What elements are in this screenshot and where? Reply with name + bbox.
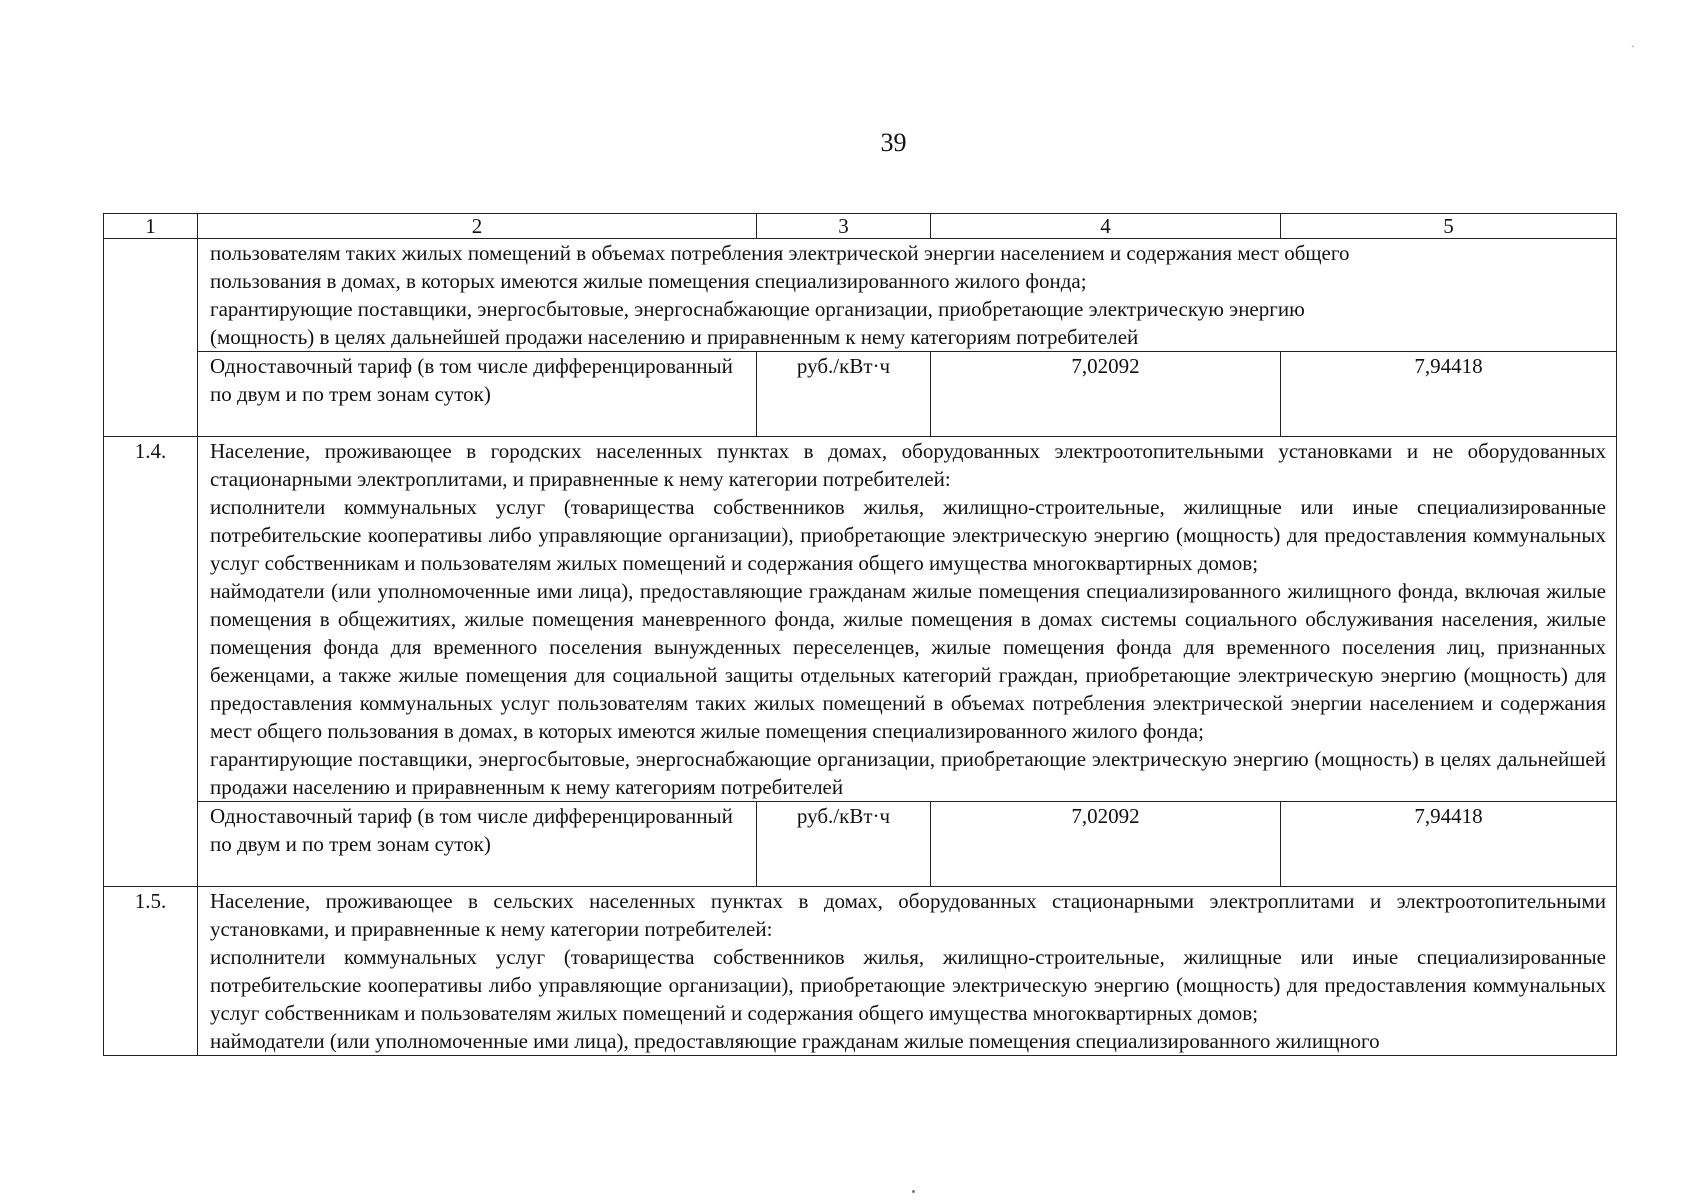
header-cell: 5 (1281, 214, 1617, 239)
tariff-row (104, 802, 1617, 887)
tariff-value-first-half: 7,02092 (931, 802, 1281, 887)
description-line: гарантирующие поставщики, энергосбытовые, энергоснабжающие организации, приобретающие электрическую энергию (210, 297, 1305, 321)
page-number: 39 (880, 128, 907, 157)
header-cell: 2 (198, 214, 757, 239)
tariff-value-second-half: 7,94418 (1281, 802, 1617, 887)
table-header-row (104, 214, 1617, 239)
category-description (198, 887, 1617, 1056)
description-paragraph: исполнители коммунальных услуг (товарищества собственников жилья, жилищно-строительные, жилищные или иные специализированные потребительские кооперативы либо управляющие организации), приобретающие электрическую энергию (мощность) для предоставления коммунальных услуг собственникам и пользователям жилых помещений и содержания общего имущества многоквартирных домов; (210, 495, 1606, 575)
tariff-value-first-half: 7,02092 (931, 352, 1281, 437)
description-line: пользователям таких жилых помещений в объемах потребления электрической энергии населением и содержания мест общего (210, 241, 1350, 265)
tariff-unit: руб./кВт·ч (757, 352, 931, 437)
description-paragraph: Население, проживающее в городских населенных пунктах в домах, оборудованных электроотопительными установками и не оборудованных стационарными электроплитами, и приравненные к нему категории потребителей: (210, 439, 1606, 491)
row-number: 1.4. (104, 437, 198, 887)
description-paragraph: наймодатели (или уполномоченные ими лица), предоставляющие гражданам жилые помещения специализированного жилищного фонда, включая жилые помещения в общежитиях, жилые помещения маневренного фонда, жилые помещения в домах системы социального обслуживания населения, жилые помещения фонда для временного поселения вынужденных переселенцев, жилые помещения фонда для временного поселения лиц, признанных беженцами, а также жилые помещения для социальной защиты отдельных категорий граждан, приобретающие электрическую энергию (мощность) для предоставления коммунальных услуг пользователям таких жилых помещений в объемах потребления электрической энергии населением и содержания мест общего пользования в домах, в которых имеются жилые помещения специализированного жилого фонда; (210, 579, 1606, 743)
description-line: (мощность) в целях дальнейшей продажи населению и приравненным к нему категориям потребителей (210, 325, 1139, 349)
table-row (104, 887, 1617, 1056)
description-line: пользования в домах, в которых имеются жилые помещения специализированного жилого фонда; (210, 269, 1087, 293)
tariff-row (104, 352, 1617, 437)
header-cell: 3 (757, 214, 931, 239)
header-cell: 1 (104, 214, 198, 239)
description-paragraph: Население, проживающее в сельских населенных пунктах в домах, оборудованных стационарными электроплитами и электроотопительными установками, и приравненные к нему категории потребителей: (210, 889, 1606, 941)
header-cell: 4 (931, 214, 1281, 239)
row-number: 1.5. (104, 887, 198, 1056)
category-description (198, 239, 1617, 352)
tariff-label: Одноставочный тариф (в том числе дифференцированный по двум и по трем зонам суток) (198, 802, 757, 887)
tariff-label: Одноставочный тариф (в том числе дифференцированный по двум и по трем зонам суток) (198, 352, 757, 437)
description-paragraph: исполнители коммунальных услуг (товарищества собственников жилья, жилищно-строительные, жилищные или иные специализированные потребительские кооперативы либо управляющие организации), приобретающие электрическую энергию (мощность) для предоставления коммунальных услуг собственникам и пользователям жилых помещений и содержания общего имущества многоквартирных домов; (210, 945, 1606, 1025)
tariff-table (103, 213, 1617, 1056)
corner-mark: ˏ (1631, 34, 1635, 48)
table-row (104, 239, 1617, 352)
table-row (104, 437, 1617, 802)
description-paragraph: наймодатели (или уполномоченные ими лица), предоставляющие гражданам жилые помещения специализированного жилищного (210, 1029, 1380, 1053)
category-description (198, 437, 1617, 802)
row-number-cell (104, 239, 198, 437)
scan-speck (912, 1190, 915, 1193)
tariff-value-second-half: 7,94418 (1281, 352, 1617, 437)
description-paragraph: гарантирующие поставщики, энергосбытовые, энергоснабжающие организации, приобретающие электрическую энергию (мощность) в целях дальнейшей продажи населению и приравненным к нему категориям потребителей (210, 747, 1606, 799)
tariff-unit: руб./кВт·ч (757, 802, 931, 887)
